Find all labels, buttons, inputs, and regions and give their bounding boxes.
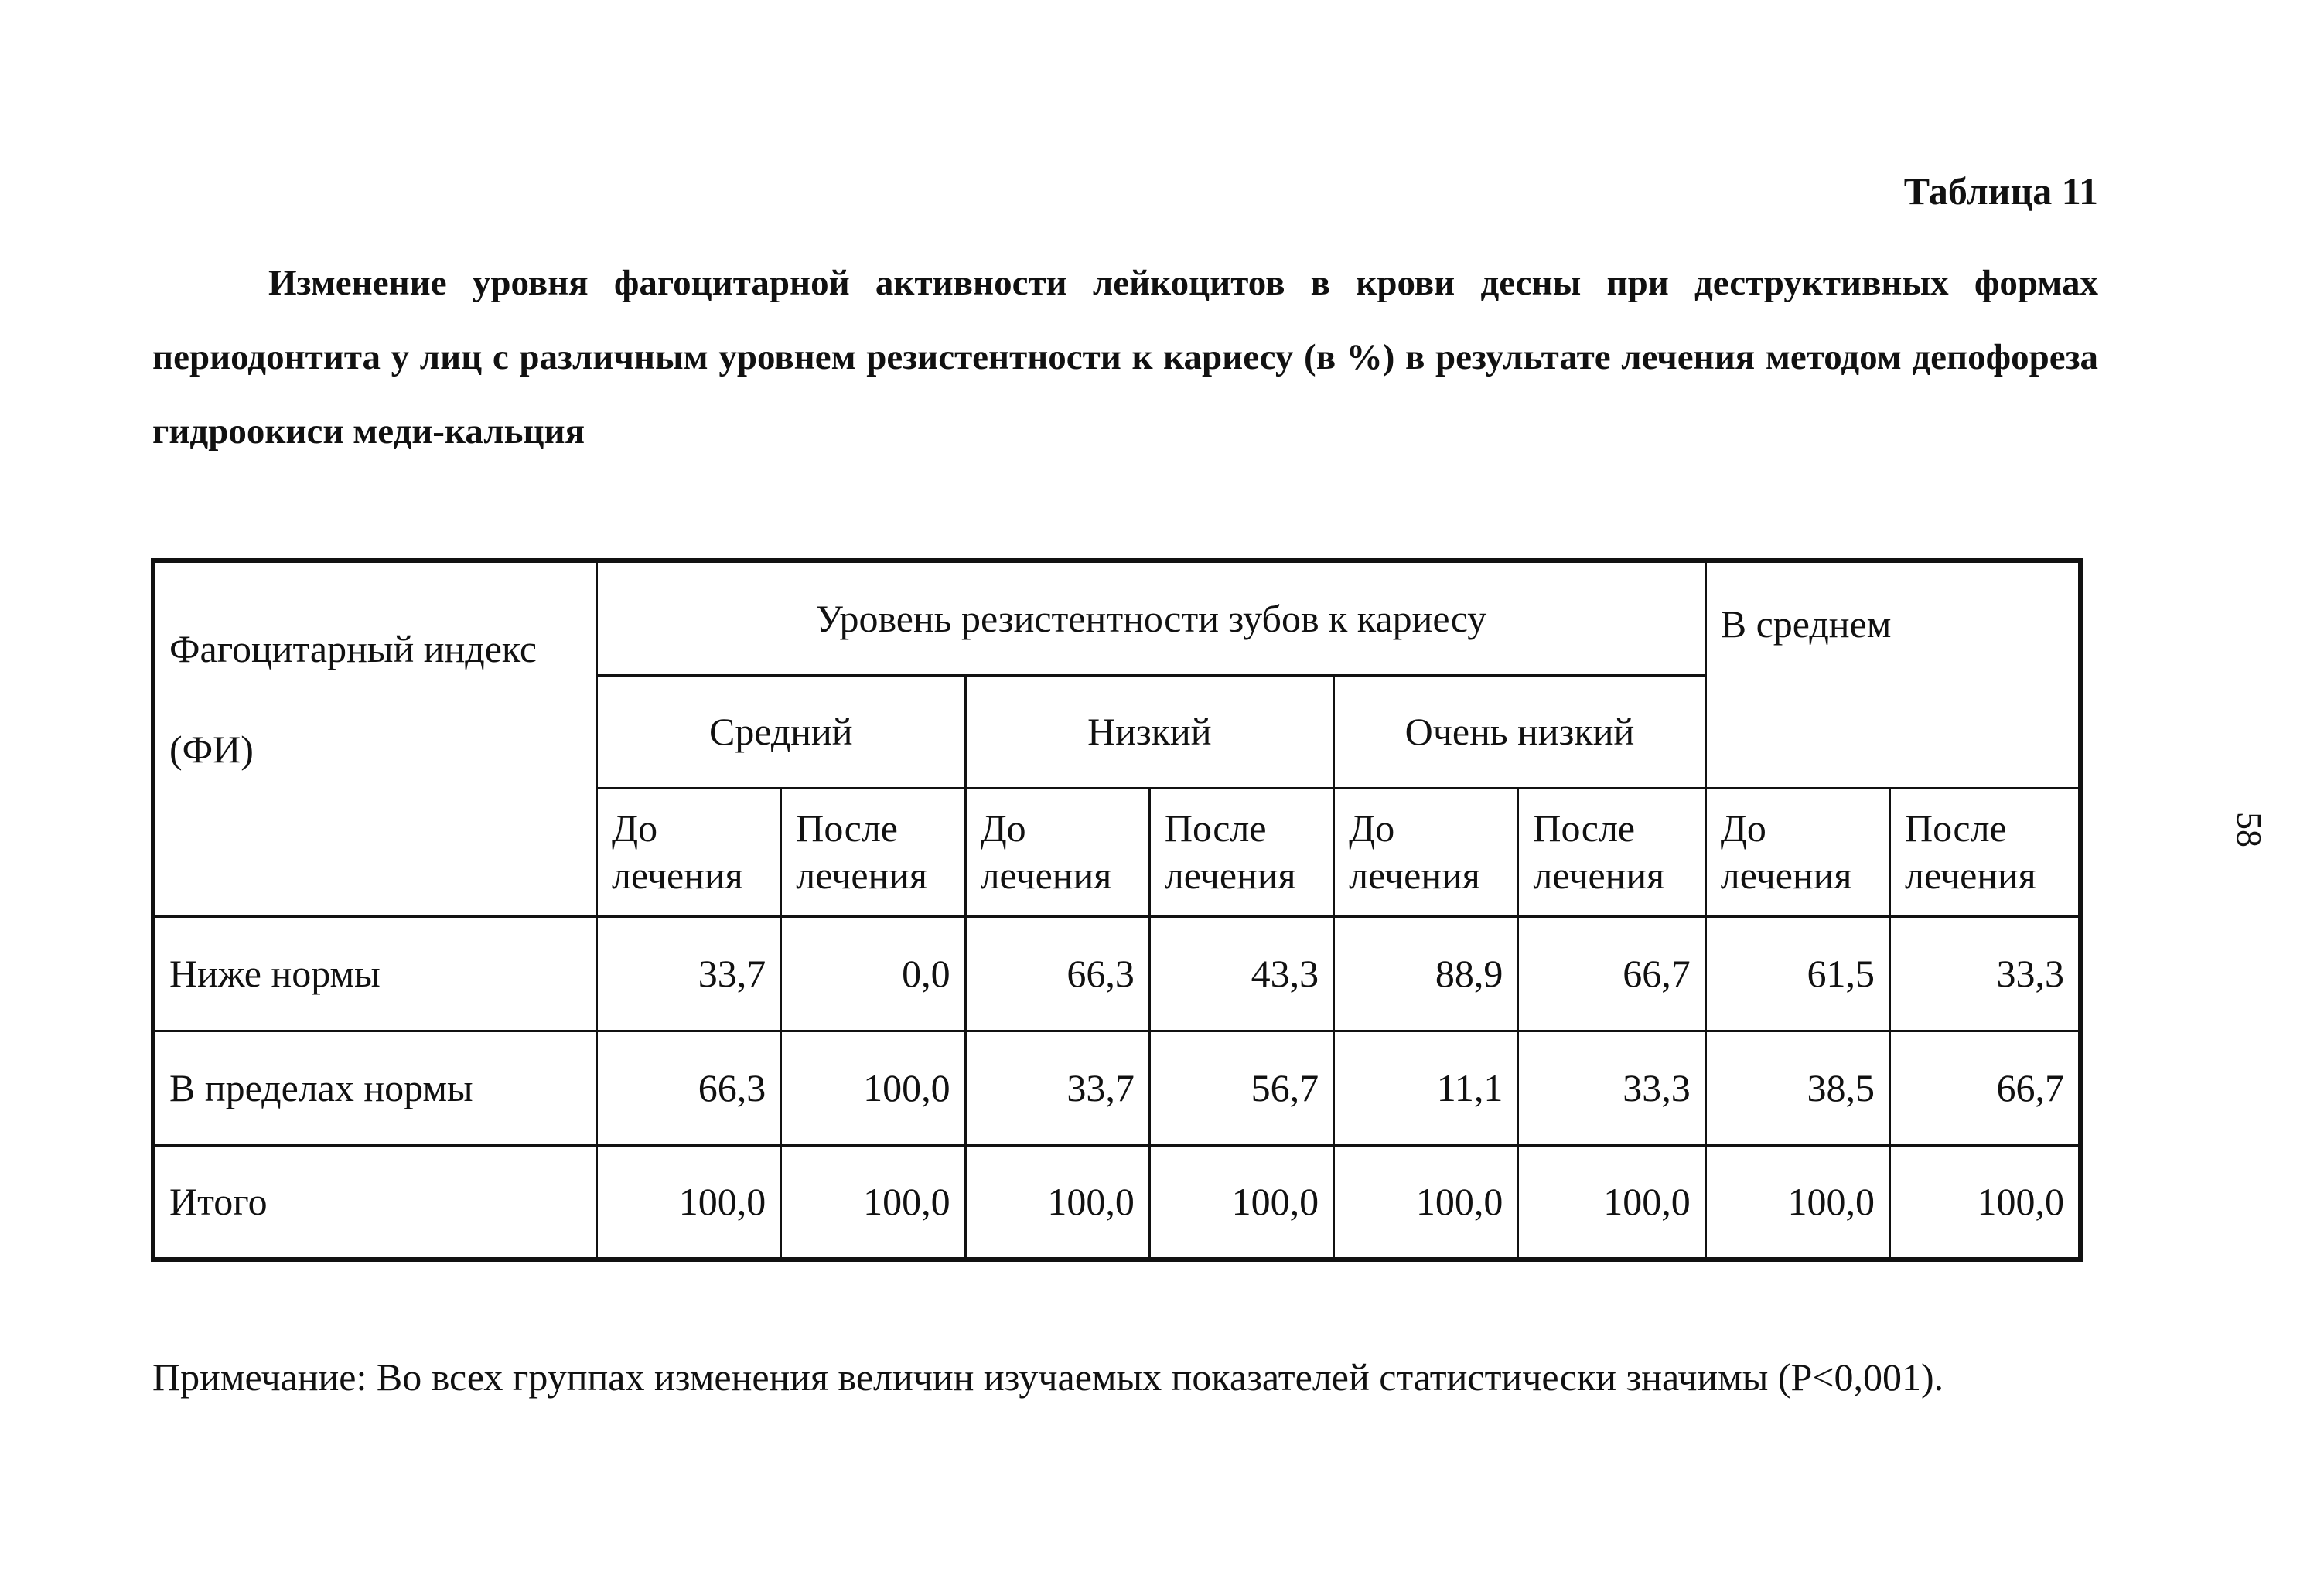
table-cell: 66,3 (965, 916, 1149, 1031)
subheader-before: До лечения (1334, 788, 1518, 916)
subheader-before: До лечения (1705, 788, 1889, 916)
subheader-before: До лечения (965, 788, 1149, 916)
table-row (153, 1145, 2080, 1259)
table-cell: 100,0 (1334, 1145, 1518, 1259)
header-resistance-group: Уровень резистентности зубов к кариесу (597, 561, 1706, 675)
header-index-abbr: (ФИ) (169, 728, 254, 771)
table-cell: 100,0 (1890, 1145, 2080, 1259)
subheader-after: После лечения (1149, 788, 1333, 916)
table-cell: 33,3 (1518, 1031, 1705, 1145)
table-cell: 33,7 (597, 916, 781, 1031)
table-cell: 33,7 (965, 1031, 1149, 1145)
row-label: Итого (153, 1145, 597, 1259)
table-cell: 100,0 (1705, 1145, 1889, 1259)
table-cell: 100,0 (965, 1145, 1149, 1259)
footnote: Примечание: Во всех группах изменения величин изучаемых показателей статистически значимы (P<0,001). (152, 1355, 1944, 1399)
table-cell: 66,7 (1518, 916, 1705, 1031)
table-cell: 100,0 (597, 1145, 781, 1259)
table-cell: 66,7 (1890, 1031, 2080, 1145)
row-label: В пределах нормы (153, 1031, 597, 1145)
table-label: Таблица 11 (1903, 169, 2098, 213)
header-level-very-low: Очень низкий (1334, 675, 1706, 788)
header-level-medium: Средний (597, 675, 966, 788)
table-row (153, 1031, 2080, 1145)
table-cell: 100,0 (781, 1145, 965, 1259)
subheader-after: После лечения (1518, 788, 1705, 916)
table-row (153, 916, 2080, 1031)
data-table (151, 558, 2083, 1262)
table-cell: 11,1 (1334, 1031, 1518, 1145)
table-cell: 38,5 (1705, 1031, 1889, 1145)
table-cell: 43,3 (1149, 916, 1333, 1031)
table-cell: 0,0 (781, 916, 965, 1031)
header-row-1 (153, 561, 2080, 675)
table-cell: 100,0 (781, 1031, 965, 1145)
header-index-cell (153, 561, 597, 916)
table-cell: 100,0 (1149, 1145, 1333, 1259)
table-cell: 66,3 (597, 1031, 781, 1145)
page-number: 58 (2230, 812, 2269, 847)
header-level-low: Низкий (965, 675, 1334, 788)
subheader-after: После лечения (1890, 788, 2080, 916)
table-cell: 100,0 (1518, 1145, 1705, 1259)
subheader-after: После лечения (781, 788, 965, 916)
table-title: Изменение уровня фагоцитарной активности лейкоцитов в крови десны при деструктивных формах периодонтита у лиц с различным уровнем резистентности к кариесу (в %) в результате лечения методом депофореза гидроокиси меди-кальция (152, 263, 2098, 452)
table-cell: 88,9 (1334, 916, 1518, 1031)
table-cell: 61,5 (1705, 916, 1889, 1031)
table-cell: 56,7 (1149, 1031, 1333, 1145)
table-cell: 33,3 (1890, 916, 2080, 1031)
subheader-before: До лечения (597, 788, 781, 916)
header-index-label: Фагоцитарный индекс (169, 627, 537, 670)
row-label: Ниже нормы (153, 916, 597, 1031)
header-average: В среднем (1705, 561, 2080, 788)
